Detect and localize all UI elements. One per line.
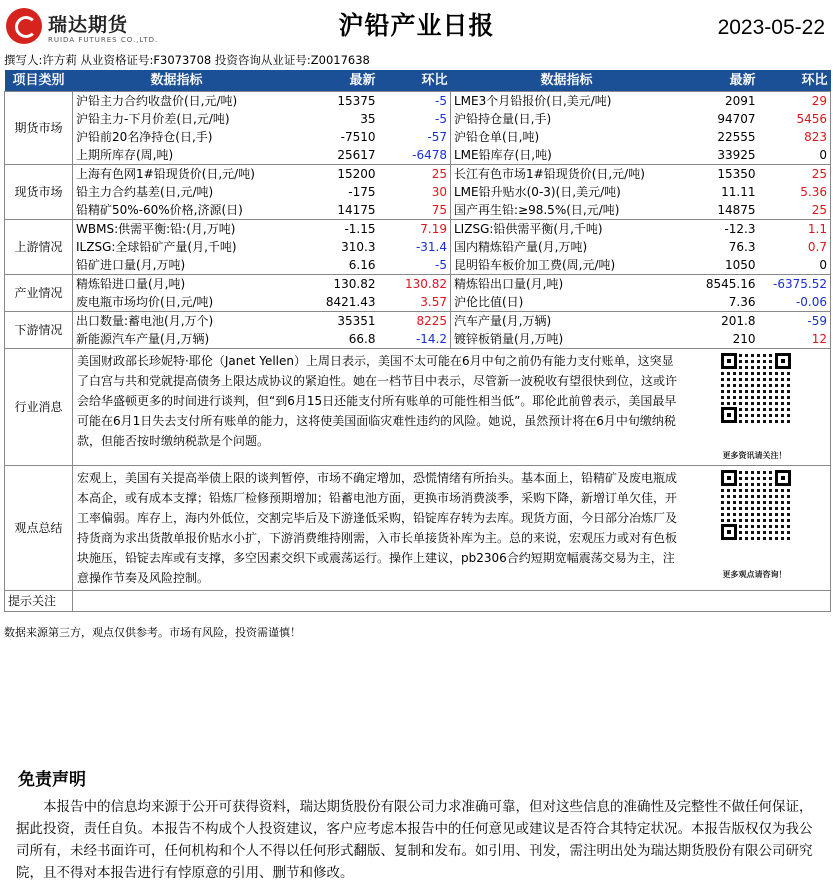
indicator-cell: 精炼铅出口量(月,吨) bbox=[451, 275, 683, 294]
category-cell: 行业消息 bbox=[5, 349, 73, 466]
logo-name-cn: 瑞达期货 bbox=[48, 14, 129, 36]
table-row bbox=[5, 201, 831, 220]
table-row bbox=[5, 220, 831, 239]
indicator-cell: ILZSG:全球铅矿产量(月,千吨) bbox=[73, 238, 281, 256]
change-cell: 130.82 bbox=[379, 275, 451, 294]
qr-label: 更多观点请咨询！ bbox=[722, 570, 787, 579]
category-cell: 下游情况 bbox=[5, 312, 73, 349]
change-cell: 8225 bbox=[379, 312, 451, 331]
change-cell: 75 bbox=[379, 201, 451, 220]
table-row bbox=[5, 238, 831, 256]
latest-cell: 15200 bbox=[281, 165, 379, 184]
change-cell: 0 bbox=[759, 256, 831, 275]
indicator-cell: 国产再生铅:≥98.5%(日,元/吨) bbox=[451, 201, 683, 220]
latest-cell: 130.82 bbox=[281, 275, 379, 294]
indicator-cell: 沪铅持仓量(日,手) bbox=[451, 110, 683, 128]
change-cell: 5456 bbox=[759, 110, 831, 128]
indicator-cell: 沪铅主力-下月价差(日,元/吨) bbox=[73, 110, 281, 128]
change-cell: 25 bbox=[759, 201, 831, 220]
change-cell: 1.1 bbox=[759, 220, 831, 239]
news-text: 美国财政部长珍妮特·耶伦（Janet Yellen）上周日表示，美国不太可能在6月中旬之前仍有能力支付账单，这突显了白宫与共和党就提高债务上限达成协议的紧迫性。她在一档节目中表示，尽管新一波税收有望很快到位，这或许会给华盛顿更多的时间进行谈判，但“到6月15日还能支付所有账单的可能性相当低”。耶伦此前曾表示，美国最早可能在6月1日失去支付所有账单的能力，这将使美国面临灾难性违约的风险。她说，虽然预计将在6月中旬缴纳税款，但能否按时缴纳税款是个问题。 bbox=[73, 349, 683, 466]
news-row bbox=[5, 349, 831, 466]
change-cell: 12 bbox=[759, 330, 831, 349]
table-header-row bbox=[5, 70, 831, 92]
indicator-cell: 出口数量:蓄电池(月,万个) bbox=[73, 312, 281, 331]
latest-cell: -175 bbox=[348, 184, 376, 199]
latest-cell: 94707 bbox=[717, 111, 756, 126]
news-qr-cell bbox=[683, 349, 831, 466]
latest-cell: 310.3 bbox=[341, 239, 376, 254]
table-row bbox=[5, 330, 831, 349]
latest-cell: 14175 bbox=[281, 201, 379, 220]
indicator-cell: WBMS:供需平衡:铅:(月,万吨) bbox=[73, 220, 281, 239]
latest-cell: 22555 bbox=[717, 129, 756, 144]
table-row bbox=[5, 312, 831, 331]
latest-cell: 15375 bbox=[281, 92, 379, 111]
table-row bbox=[5, 256, 831, 275]
tips-row bbox=[5, 591, 831, 612]
change-cell: -6478 bbox=[379, 146, 451, 165]
logo-name-en: RUIDA FUTURES CO.,LTD. bbox=[48, 36, 159, 44]
latest-cell: 35 bbox=[360, 111, 376, 126]
change-cell: -5 bbox=[379, 92, 451, 111]
view-text: 宏观上，美国有关提高举债上限的谈判暂停，市场不确定增加，恐慌情绪有所抬头。基本面上，铅精矿及废电瓶成本高企，或有成本支撑；铅炼厂检修预期增加；铅蓄电池方面，更换市场消费淡季，采购下降，新增订单欠佳，开工率偏弱。库存上，海内外低位，交割完毕后及下游逢低采购，铅锭库存转为去库。现货方面，今日部分冶炼厂及持货商为求出货散单报价贴水小扩，下游消费维持刚需，入市长单接货补库为主。总的来说，宏观压力或对有色板块施压，铅锭去库或有支撑，多空因素交织下或震荡运行。操作上建议，pb2306合约短期宽幅震荡交易为主，注意操作节奏及风险控制。 bbox=[73, 466, 683, 591]
latest-cell: 76.3 bbox=[728, 239, 756, 254]
latest-cell: 35351 bbox=[281, 312, 379, 331]
change-cell: -5 bbox=[379, 256, 451, 275]
indicator-cell: 精炼铅进口量(月,吨) bbox=[73, 275, 281, 294]
indicator-cell: 沪铅前20名净持仓(日,手) bbox=[73, 128, 281, 146]
table-row bbox=[5, 165, 831, 184]
change-cell: 30 bbox=[431, 184, 447, 199]
change-cell: 0 bbox=[759, 146, 831, 165]
indicator-cell: 国内精炼铅产量(月,万吨) bbox=[451, 238, 683, 256]
change-cell: 25 bbox=[759, 165, 831, 184]
header-latest: 最新 bbox=[281, 70, 379, 92]
change-cell: 3.57 bbox=[379, 293, 451, 312]
change-cell: 25 bbox=[379, 165, 451, 184]
category-cell: 现货市场 bbox=[5, 165, 73, 220]
latest-cell: 210 bbox=[683, 330, 759, 349]
latest-cell: 7.36 bbox=[683, 293, 759, 312]
report-title: 沪铅产业日报 bbox=[338, 11, 495, 40]
latest-cell: 8545.16 bbox=[683, 275, 759, 294]
report-header bbox=[0, 0, 833, 52]
indicator-cell: 昆明铅车板价加工费(周,元/吨) bbox=[451, 256, 683, 275]
table-row bbox=[5, 146, 831, 165]
change-cell: -59 bbox=[759, 312, 831, 331]
latest-cell: 1050 bbox=[683, 256, 759, 275]
header-category: 项目类别 bbox=[5, 70, 73, 92]
header-indicator: 数据指标 bbox=[451, 70, 683, 92]
table-row bbox=[5, 275, 831, 294]
latest-cell: 2091 bbox=[683, 92, 759, 111]
header-change: 环比 bbox=[379, 70, 451, 92]
table-row bbox=[5, 183, 831, 201]
disclaimer-title: 免责声明 bbox=[18, 770, 86, 790]
qr-code-icon bbox=[721, 470, 791, 540]
view-row bbox=[5, 466, 831, 591]
change-cell: -31.4 bbox=[415, 239, 447, 254]
table-row bbox=[5, 293, 831, 312]
latest-cell: 66.8 bbox=[281, 330, 379, 349]
category-cell: 提示关注 bbox=[5, 591, 73, 612]
data-table bbox=[4, 70, 831, 612]
header-latest: 最新 bbox=[683, 70, 759, 92]
indicator-cell: 汽车产量(月,万辆) bbox=[451, 312, 683, 331]
indicator-cell: 铅矿进口量(月,万吨) bbox=[73, 256, 281, 275]
latest-cell: 11.11 bbox=[721, 184, 756, 199]
table-row bbox=[5, 110, 831, 128]
change-cell: -0.06 bbox=[759, 293, 831, 312]
category-cell: 上游情况 bbox=[5, 220, 73, 275]
indicator-cell: 铅精矿50%-60%价格,济源(日) bbox=[73, 201, 281, 220]
change-cell: -6375.52 bbox=[759, 275, 831, 294]
indicator-cell: 上海有色网1#铅现货价(日,元/吨) bbox=[73, 165, 281, 184]
change-cell: -14.2 bbox=[379, 330, 451, 349]
category-cell: 观点总结 bbox=[5, 466, 73, 591]
latest-cell: -7510 bbox=[340, 129, 376, 144]
change-cell: 7.19 bbox=[379, 220, 451, 239]
latest-cell: -1.15 bbox=[281, 220, 379, 239]
indicator-cell: LME铅库存(日,吨) bbox=[451, 146, 683, 165]
indicator-cell: 沪铅仓单(日,吨) bbox=[451, 128, 683, 146]
change-cell: 5.36 bbox=[759, 183, 831, 201]
latest-cell: 15350 bbox=[683, 165, 759, 184]
category-cell: 产业情况 bbox=[5, 275, 73, 312]
tips-text bbox=[73, 591, 831, 612]
change-cell: 29 bbox=[759, 92, 831, 111]
latest-cell: 33925 bbox=[683, 146, 759, 165]
table-row bbox=[5, 128, 831, 146]
indicator-cell: 上期所库存(周,吨) bbox=[73, 146, 281, 165]
data-source-note: 数据来源第三方，观点仅供参考。市场有风险，投资需谨慎！ bbox=[4, 626, 301, 639]
change-cell: 0.7 bbox=[759, 238, 831, 256]
report-date: 2023-05-22 bbox=[717, 16, 825, 39]
indicator-cell: LME铅升贴水(0-3)(日,美元/吨) bbox=[451, 183, 683, 201]
latest-cell: 14875 bbox=[683, 201, 759, 220]
view-qr-cell bbox=[683, 466, 831, 591]
latest-cell: -12.3 bbox=[683, 220, 759, 239]
latest-cell: 8421.43 bbox=[281, 293, 379, 312]
indicator-cell: 新能源汽车产量(月,万辆) bbox=[73, 330, 281, 349]
change-cell: 823 bbox=[759, 128, 831, 146]
latest-cell: 201.8 bbox=[683, 312, 759, 331]
qr-code-icon bbox=[721, 353, 791, 423]
indicator-cell: 长江有色市场1#铅现货价(日,元/吨) bbox=[451, 165, 683, 184]
author-line: 撰写人:许方莉 从业资格证号:F3073708 投资咨询从业证号:Z0017638 bbox=[4, 53, 370, 67]
qr-label: 更多资讯请关注！ bbox=[722, 451, 787, 460]
disclaimer-text: 本报告中的信息均来源于公开可获得资料，瑞达期货股份有限公司力求准确可靠，但对这些信息的准确性及完整性不做任何保证，据此投资，责任自负。本报告不构成个人投资建议，客户应考虑本报告中的任何意见或建议是否符合其特定状况。本报告版权仅为我公司所有，未经书面许可，任何机构和个人不得以任何形式翻版、复制和发布。如引用、刊发，需注明出处为瑞达期货股份有限公司研究院，且不得对本报告进行有悖原意的引用、删节和修改。 bbox=[16, 799, 813, 881]
category-cell: 期货市场 bbox=[5, 92, 73, 165]
latest-cell: 6.16 bbox=[281, 256, 379, 275]
header-change: 环比 bbox=[759, 70, 831, 92]
indicator-cell: 铅主力合约基差(日,元/吨) bbox=[73, 183, 281, 201]
change-cell: -57 bbox=[427, 129, 447, 144]
indicator-cell: 废电瓶市场均价(日,元/吨) bbox=[73, 293, 281, 312]
indicator-cell: 沪伦比值(日) bbox=[451, 293, 683, 312]
header-indicator: 数据指标 bbox=[73, 70, 281, 92]
change-cell: -5 bbox=[435, 111, 447, 126]
indicator-cell: 沪铅主力合约收盘价(日,元/吨) bbox=[73, 92, 281, 111]
indicator-cell: LIZSG:铅供需平衡(月,千吨) bbox=[451, 220, 683, 239]
table-row bbox=[5, 92, 831, 111]
indicator-cell: LME3个月铅报价(日,美元/吨) bbox=[451, 92, 683, 111]
indicator-cell: 镀锌板销量(月,万吨) bbox=[451, 330, 683, 349]
latest-cell: 25617 bbox=[281, 146, 379, 165]
